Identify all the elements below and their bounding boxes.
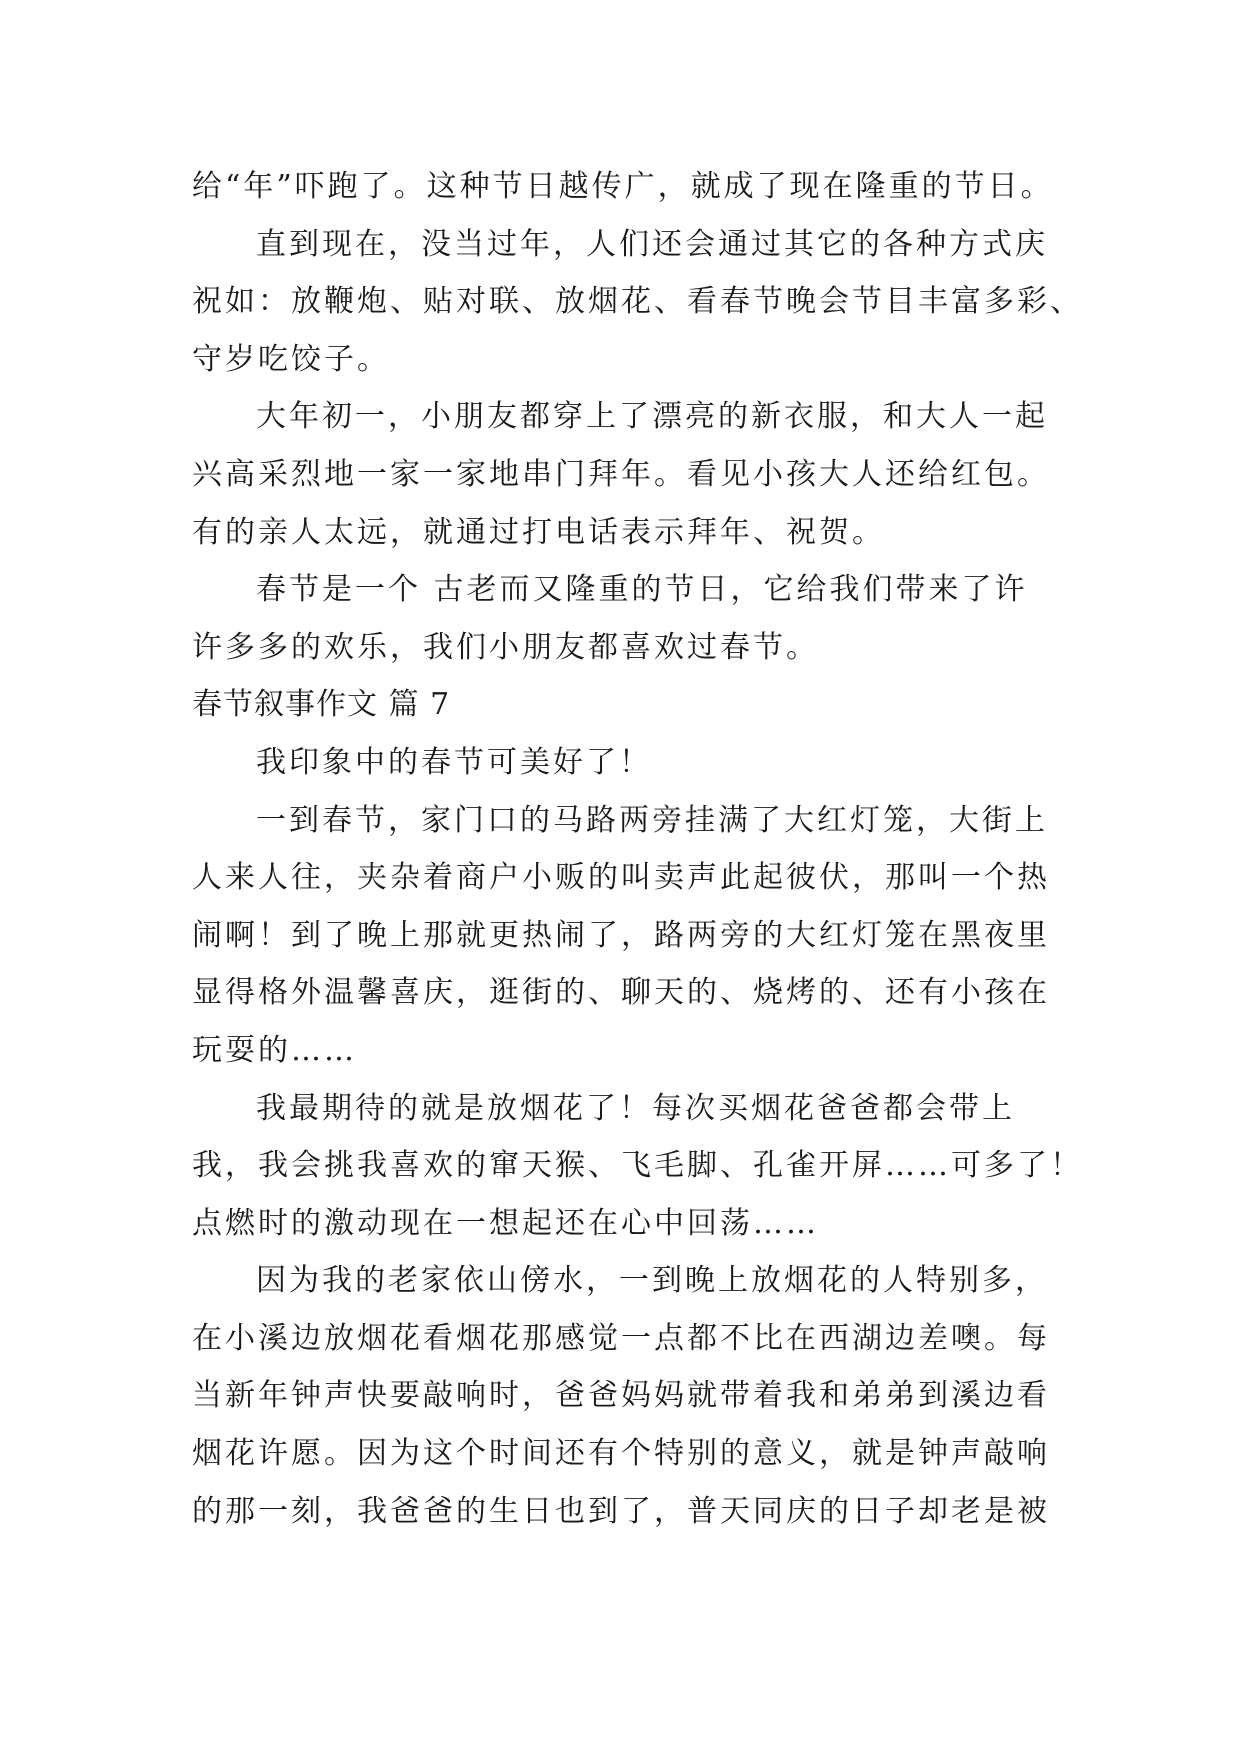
text-line: 我，我会挑我喜欢的窜天猴、飞毛脚、孔雀开屏……可多了！: [192, 1148, 1083, 1184]
text-line: 当新年钟声快要敲响时，爸爸妈妈就带着我和弟弟到溪边看: [192, 1378, 1050, 1414]
text-line: 我印象中的春节可美好了！: [256, 744, 652, 780]
text-line: 显得格外温馨喜庆，逛街的、聊天的、烧烤的、还有小孩在: [192, 975, 1050, 1011]
text-line: 祝如：放鞭炮、贴对联、放烟花、看春节晚会节目丰富多彩、: [192, 284, 1083, 320]
text-line: 在小溪边放烟花看烟花那感觉一点都不比在西湖边差噢。每: [192, 1320, 1050, 1356]
section-heading: 春节叙事作文 篇 7: [192, 687, 451, 723]
text-line: 点燃时的激动现在一想起还在心中回荡……: [192, 1205, 819, 1241]
text-line: 玩耍的……: [192, 1032, 357, 1068]
text-line: 闹啊！到了晚上那就更热闹了，路两旁的大红灯笼在黑夜里: [192, 917, 1050, 953]
text-line: 大年初一，小朋友都穿上了漂亮的新衣服，和大人一起: [256, 399, 1048, 435]
text-line: 烟花许愿。因为这个时间还有个特别的意义，就是钟声敲响: [192, 1436, 1050, 1472]
text-line: 直到现在，没当过年，人们还会通过其它的各种方式庆: [256, 226, 1048, 262]
text-line: 我最期待的就是放烟花了！每次买烟花爸爸都会带上: [256, 1090, 1015, 1126]
text-line: 人来人往，夹杂着商户小贩的叫卖声此起彼伏，那叫一个热: [192, 860, 1050, 896]
text-line: 一到春节，家门口的马路两旁挂满了大红灯笼，大街上: [256, 802, 1048, 838]
text-line: 有的亲人太远，就通过打电话表示拜年、祝贺。: [192, 514, 885, 550]
text-line: 许多多的欢乐，我们小朋友都喜欢过春节。: [192, 629, 819, 665]
text-line: 的那一刻，我爸爸的生日也到了，普天同庆的日子却老是被: [192, 1493, 1050, 1529]
text-line: 守岁吃饺子。: [192, 341, 390, 377]
text-line: 给“年”吓跑了。这种节日越传广，就成了现在隆重的节日。: [192, 169, 1054, 204]
text-line: 兴高采烈地一家一家地串门拜年。看见小孩大人还给红包。: [192, 456, 1050, 492]
text-line: 春节是一个 古老而又隆重的节日，它给我们带来了许: [256, 572, 1028, 608]
document-body: [192, 158, 1092, 1540]
text-line: 因为我的老家依山傍水，一到晚上放烟花的人特别多，: [256, 1263, 1048, 1299]
